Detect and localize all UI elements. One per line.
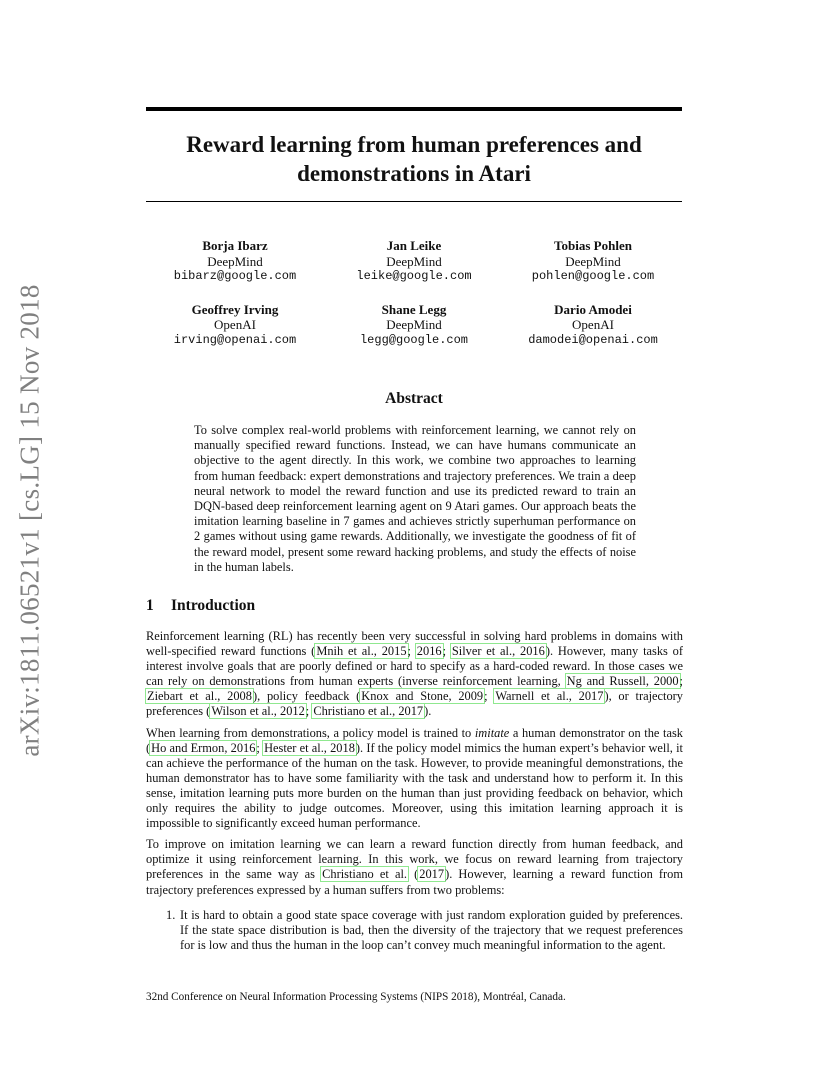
problem-list: [146, 908, 683, 953]
text-run: ). If the policy model mimics the human expert’s behavior well, it can achieve the performance of the human on the task. However, to provide meaningful demonstrations, the human demonstrator has to have some familiarity with the task and understand how to perform it. In this sense, imitation learning puts more burden on the human than just providing feedback on behavior, which only requires the ability to judge outcomes. Moreover, using this imitation learning approach it is impossible to significantly exceed human performance.: [146, 740, 683, 831]
text-run: ), or trajectory preferences (: [146, 689, 683, 719]
text-run: ;: [484, 689, 495, 704]
arxiv-sidebar: [10, 280, 50, 760]
arxiv-identifier: arXiv:1811.06521v1 [cs.LG] 15 Nov 2018: [14, 283, 45, 757]
author: [325, 302, 503, 349]
title-line-1: Reward learning from human preferences and: [186, 132, 642, 157]
author-name: Dario Amodei: [554, 301, 632, 317]
citation-link[interactable]: Knox and Stone, 2009: [361, 689, 484, 704]
citation-link[interactable]: Wilson et al., 2012: [211, 704, 305, 719]
title-bottom-rule: [146, 201, 682, 202]
author: [146, 238, 324, 285]
citation-link[interactable]: Christiano et al., 2017: [313, 704, 424, 719]
text-run: To improve on imitation learning we can learn a reward function directly from human feedback, and optimize it using reinforcement learning. In this work, we focus on reward learning from trajectory preferences in the same way as: [146, 837, 683, 882]
author-name: Shane Legg: [381, 301, 447, 317]
author-email: damodei@openai.com: [528, 332, 658, 347]
author-affiliation: DeepMind: [386, 253, 442, 269]
author-email: irving@openai.com: [173, 332, 297, 347]
text-run: ;: [407, 644, 416, 659]
author: [504, 302, 682, 349]
section-number: 1: [146, 597, 154, 614]
author-affiliation: DeepMind: [565, 253, 621, 269]
author-block: [146, 238, 682, 365]
text-run: ;: [256, 740, 264, 755]
citation-link[interactable]: Mnih et al., 2015: [316, 644, 407, 659]
author-email: leike@google.com: [356, 269, 472, 283]
author-name: Tobias Pohlen: [554, 238, 632, 253]
citation-link[interactable]: Ziebart et al., 2008: [147, 689, 252, 704]
author: [325, 238, 503, 285]
text-run: When learning from demonstrations, a policy model is trained to: [146, 725, 475, 740]
paragraph-2: [146, 726, 683, 832]
author-affiliation: DeepMind: [207, 253, 263, 269]
text-run: a human demonstrator on the task (: [146, 725, 683, 755]
author-row-2: [146, 302, 682, 349]
section-heading: [146, 597, 255, 615]
author-affiliation: OpenAI: [214, 317, 256, 332]
author-row-1: [146, 238, 682, 285]
emphasis: imitate: [474, 725, 510, 740]
author-affiliation: OpenAI: [572, 317, 614, 332]
text-run: ), policy feedback (: [252, 689, 361, 704]
text-run: ).: [424, 704, 432, 719]
author-name: Jan Leike: [386, 238, 442, 253]
list-marker: 1.: [166, 907, 176, 922]
conference-footnote: 32nd Conference on Neural Information Processing Systems (NIPS 2018), Montréal, Canada.: [146, 991, 566, 1003]
citation-link[interactable]: Hester et al., 2018: [264, 740, 355, 755]
body-text: [146, 629, 683, 953]
title-top-rule: [146, 107, 682, 111]
citation-link[interactable]: 2017: [419, 867, 445, 882]
author: [504, 238, 682, 285]
text-run: (: [408, 867, 419, 882]
author-affiliation: DeepMind: [386, 317, 442, 332]
list-item-text: It is hard to obtain a good state space coverage with just random exploration guided by preferences. If the state space distribution is bad, then the diversity of the trajectory that we request preferences for is low and thus the human in the loop can’t convey much meaningful information to the agent.: [180, 907, 683, 952]
abstract-text: To solve complex real-world problems with reinforcement learning, we cannot rely on manually specified reward functions. Instead, we can have humans communicate an objective to the agent directly. In this work, we combine two approaches to learning from human feedback: expert demonstrations and trajectory preferences. We train a deep neural network to model the reward function and use its predicted reward to train an DQN-based deep reinforcement learning agent on 9 Atari games. Our approach beats the imitation learning baseline in 7 games and achieves strictly superhuman performance on 2 games without using game rewards. Additionally, we investigate the goodness of fit of the reward model, present some reward hacking problems, and study the effects of noise in the human labels.: [194, 423, 636, 574]
citation-link[interactable]: Silver et al., 2016: [451, 644, 545, 659]
citation-link[interactable]: Christiano et al.: [322, 867, 408, 882]
text-run: ;: [679, 674, 683, 689]
text-run: ). However, learning a reward function from trajectory preferences expressed by a human suffers from two problems:: [146, 867, 683, 897]
author-email: bibarz@google.com: [173, 269, 297, 283]
citation-link[interactable]: 2016: [416, 644, 442, 659]
paragraph-3: [146, 837, 683, 897]
title-line-2: demonstrations in Atari: [297, 161, 531, 186]
text-run: ). However, many tasks of interest involve goals that are poorly defined or hard to specify as a hard-coded reward. In those cases we can rely on demonstrations from human experts (inverse reinforcement learning,: [146, 644, 683, 689]
text-run: ;: [442, 644, 451, 659]
author-name: Borja Ibarz: [202, 238, 268, 253]
author-name: Geoffrey Irving: [191, 301, 279, 317]
list-item: [146, 908, 683, 953]
citation-link[interactable]: Ho and Ermon, 2016: [151, 740, 256, 755]
section-title: Introduction: [171, 597, 256, 614]
paragraph-1: [146, 629, 683, 720]
author-email: legg@google.com: [359, 332, 469, 347]
citation-link[interactable]: Warnell et al., 2017: [495, 689, 604, 704]
author: [146, 302, 324, 349]
paper-title: [146, 130, 682, 188]
abstract-heading: Abstract: [385, 390, 443, 407]
author-email: pohlen@google.com: [531, 269, 655, 283]
citation-link[interactable]: Ng and Russell, 2000: [566, 674, 679, 689]
text-run: ;: [305, 704, 313, 719]
text-run: Reinforcement learning (RL) has recently been very successful in solving hard problems in domains with well-specified reward functions (: [146, 629, 683, 659]
